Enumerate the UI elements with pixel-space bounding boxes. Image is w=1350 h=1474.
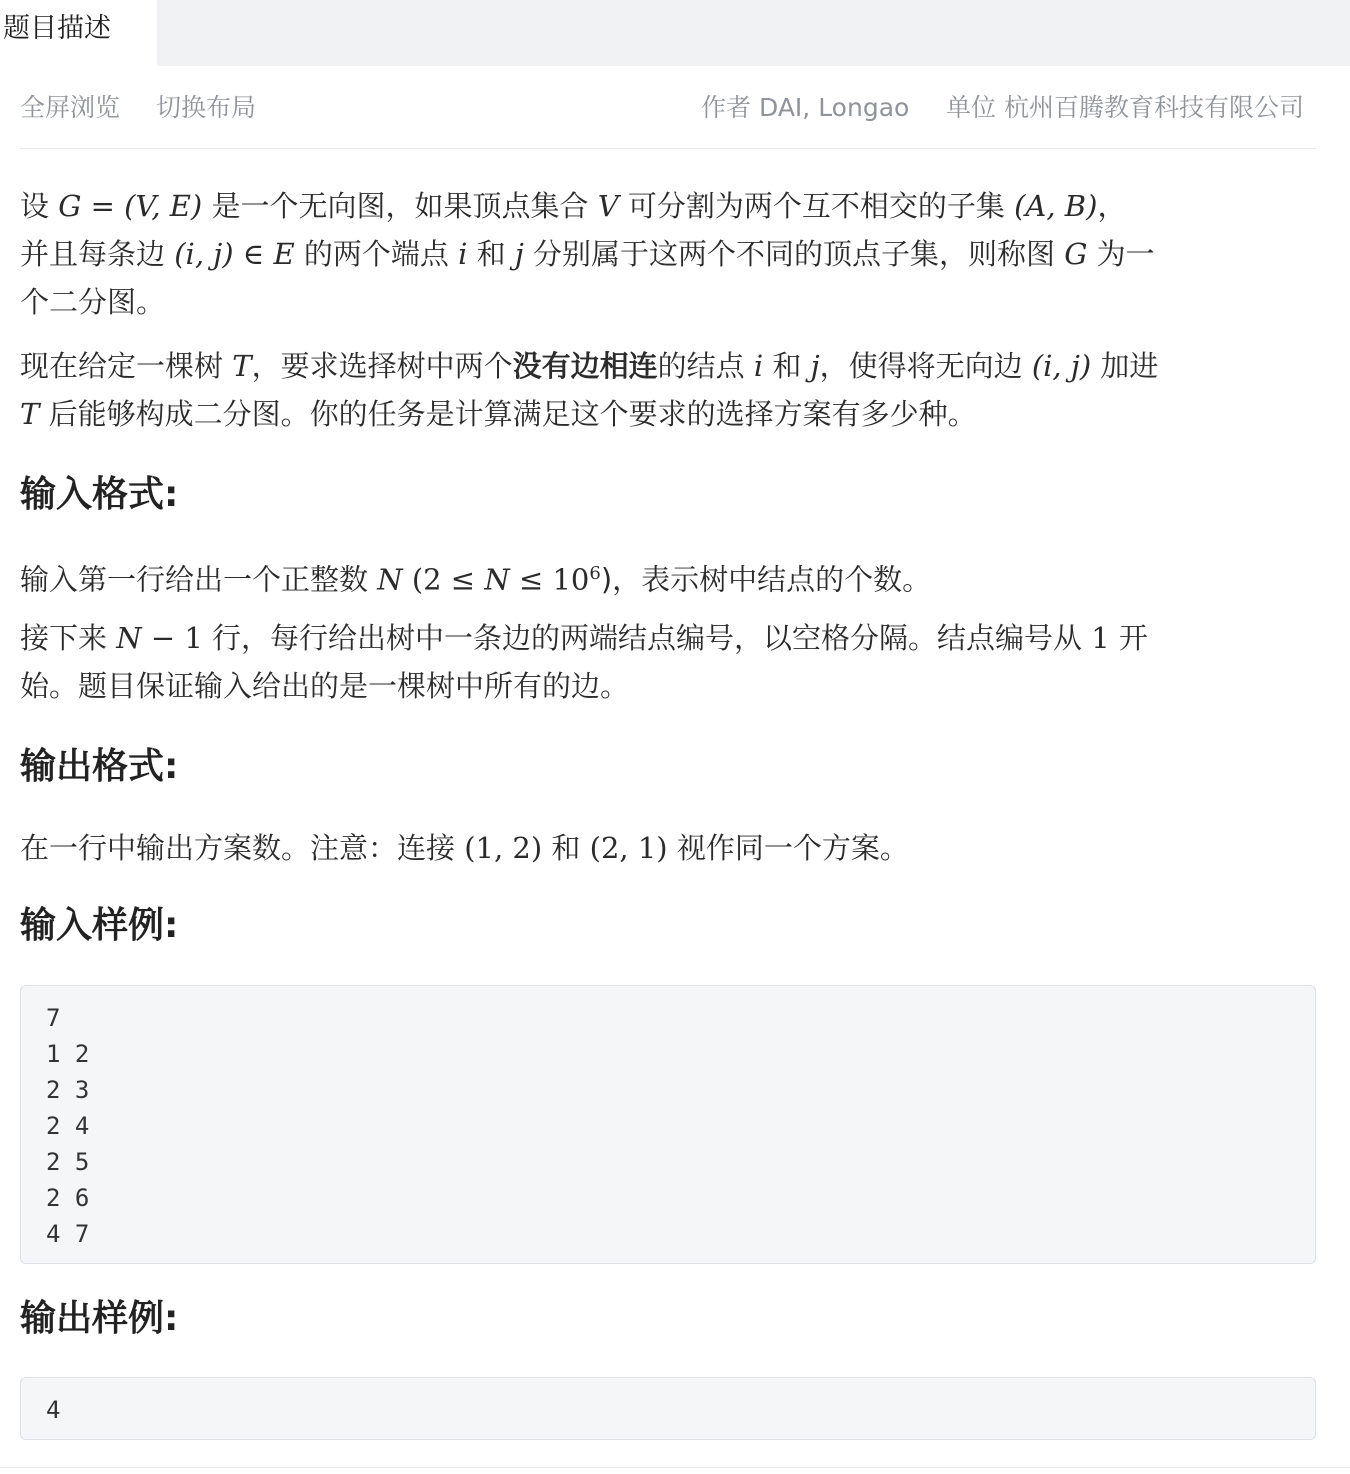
- math-superscript: 6: [589, 563, 601, 584]
- math: (2, 1): [589, 831, 668, 865]
- text: 是一个无向图，如果顶点集合: [211, 189, 589, 223]
- toolbar: [20, 86, 1316, 130]
- sample-input-heading: 输入样例:: [20, 905, 179, 946]
- output-format-paragraph: [20, 824, 1320, 872]
- output-format-heading: 输出格式:: [20, 746, 179, 787]
- text: 的结点: [657, 349, 745, 383]
- org-info: [946, 86, 1304, 130]
- description-paragraph-1: [20, 182, 1320, 326]
- text: ，: [1097, 189, 1127, 223]
- text: 现在给定一棵树: [20, 349, 224, 383]
- bottom-divider: [0, 1467, 1350, 1468]
- math: G: [1064, 237, 1088, 271]
- math: 1: [1091, 621, 1110, 655]
- text: 并且每条边: [20, 237, 166, 271]
- text: 和: [772, 349, 802, 383]
- text: 视作同一个方案。: [676, 831, 909, 865]
- text: 分别属于这两个不同的顶点子集，则称图: [533, 237, 1056, 271]
- text: 开: [1118, 621, 1148, 655]
- text: )，表示树中结点的个数。: [600, 562, 932, 597]
- sample-output-code[interactable]: 4: [20, 1377, 1316, 1440]
- text: 始。题目保证输入给出的是一棵树中所有的边。: [20, 669, 630, 703]
- text: 加进: [1100, 349, 1159, 383]
- fullscreen-button[interactable]: 全屏浏览: [20, 93, 121, 122]
- text: 行，每行给出树中一条边的两端结点编号，以空格分隔。结点编号从: [212, 621, 1083, 655]
- input-format-heading: 输入格式:: [20, 474, 179, 515]
- tab-problem-description[interactable]: 题目描述: [0, 0, 157, 66]
- math: j: [810, 349, 820, 383]
- math: (1, 2): [464, 831, 543, 865]
- text: 接下来: [20, 621, 108, 655]
- input-format-paragraph-1: [20, 550, 1320, 604]
- text: 为一: [1096, 237, 1155, 271]
- math: N: [484, 562, 510, 597]
- math: T: [20, 397, 40, 431]
- text: 后能够构成二分图。你的任务是计算满足这个要求的选择方案有多少种。: [48, 397, 977, 431]
- sample-input-code[interactable]: 7 1 2 2 3 2 4 2 5 2 6 4 7: [20, 985, 1316, 1264]
- author-name: DAI, Longao: [759, 93, 910, 122]
- text: 输入第一行给出一个正整数: [20, 562, 369, 597]
- sample-output-heading: 输出样例:: [20, 1298, 179, 1339]
- text: ，要求选择树中两个: [251, 349, 513, 383]
- text: 的两个端点: [303, 237, 449, 271]
- text: 在一行中输出方案数。注意：连接: [20, 831, 456, 865]
- text: 个二分图。: [20, 285, 166, 319]
- text: 可分割为两个互不相交的子集: [627, 189, 1005, 223]
- math: V: [597, 189, 619, 223]
- math: ≤ 10: [518, 562, 590, 597]
- header-divider: [20, 148, 1316, 149]
- math: N: [377, 562, 403, 597]
- math: G = (V, E): [58, 189, 203, 223]
- text: 和: [476, 237, 506, 271]
- math: (A, B): [1014, 189, 1098, 223]
- math: i: [753, 349, 764, 383]
- text: 和: [551, 831, 581, 865]
- input-format-paragraph-2: [20, 614, 1320, 710]
- org-label: 单位: [946, 93, 997, 122]
- text: 设: [20, 189, 50, 223]
- math: N: [116, 621, 142, 655]
- math: (i, j) ∈ E: [174, 237, 295, 271]
- author-info: [701, 86, 909, 130]
- text: ，使得将无向边: [819, 349, 1023, 383]
- switch-layout-button[interactable]: 切换布局: [156, 93, 257, 122]
- tab-bar: [0, 0, 1350, 66]
- bold-text: 没有边相连: [512, 349, 658, 383]
- math: (i, j): [1031, 349, 1092, 383]
- org-name: 杭州百腾教育科技有限公司: [1004, 93, 1305, 122]
- math: − 1: [150, 621, 203, 655]
- description-paragraph-2: [20, 342, 1320, 438]
- math: (2 ≤: [411, 562, 476, 597]
- math: T: [232, 349, 252, 383]
- math: j: [514, 237, 524, 271]
- author-label: 作者: [701, 93, 752, 122]
- math: i: [458, 237, 468, 271]
